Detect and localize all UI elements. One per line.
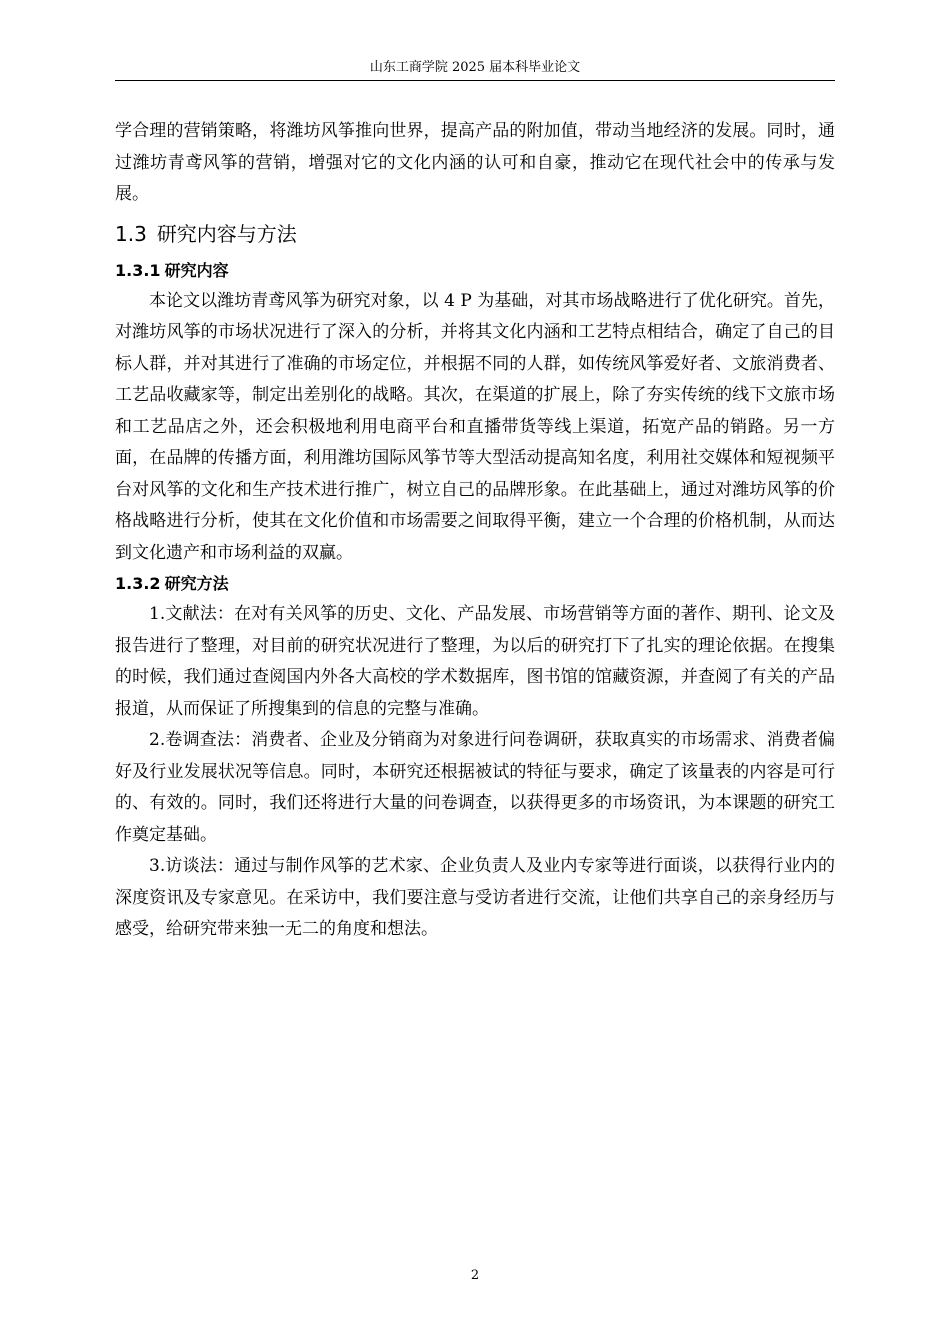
header-rule [115, 80, 835, 81]
page-content [115, 116, 835, 946]
method-paragraph-questionnaire: 2.卷调查法：消费者、企业及分销商为对象进行问卷调研，获取真实的市场需求、消费者偏好及行业发展状况等信息。同时，本研究还根据被试的特征与要求，确定了该量表的内容是可行的、有效的。同时，我们还将进行大量的问卷调查，以获得更多的市场资讯，为本课题的研究工作奠定基础。 [115, 730, 835, 845]
intro-paragraph: 学合理的营销策略，将潍坊风筝推向世界，提高产品的附加值，带动当地经济的发展。同时，通过潍坊青鸢风筝的营销，增强对它的文化内涵的认可和自豪，推动它在现代社会中的传承与发展。 [115, 121, 835, 204]
section-title: 研究内容与方法 [156, 221, 297, 246]
subsection-heading-1-3-2 [115, 569, 835, 599]
running-header: 山东工商学院 2025 届本科毕业论文 [369, 60, 581, 75]
method-paragraph-interview: 3.访谈法：通过与制作风筝的艺术家、企业负责人及业内专家等进行面谈，以获得行业内的深度资讯及专家意见。在采访中，我们要注意与受访者进行交流，让他们共享自己的亲身经历与感受，给研究带来独一无二的角度和想法。 [115, 856, 835, 939]
method-paragraph-literature: 1.文献法：在对有关风筝的历史、文化、产品发展、市场营销等方面的著作、期刊、论文及报告进行了整理，对目前的研究状况进行了整理，为以后的研究打下了扎实的理论依据。在搜集的时候，我们通过查阅国内外各大高校的学术数据库，图书馆的馆藏资源，并查阅了有关的产品报道，从而保证了所搜集到的信息的完整与准确。 [115, 604, 835, 719]
page-number: 2 [470, 1268, 480, 1283]
subsection-number: 1.3.2 [115, 574, 161, 593]
subsection-title: 研究方法 [164, 574, 229, 593]
subsection-title: 研究内容 [164, 260, 229, 280]
section-heading-1-3 [115, 218, 835, 250]
section-number: 1.3 [115, 221, 147, 246]
subsection-number: 1.3.1 [115, 260, 161, 280]
research-content-paragraph: 本论文以潍坊青鸢风筝为研究对象，以 4 P 为基础，对其市场战略进行了优化研究。首先，对潍坊风筝的市场状况进行了深入的分析，并将其文化内涵和工艺特点相结合，确定了自己的目标人群，并对其进行了准确的市场定位，并根据不同的人群，如传统风筝爱好者、文旅消费者、工艺品收藏家等，制定出差别化的战略。其次，在渠道的扩展上，除了夯实传统的线下文旅市场和工艺品店之外，还会积极地利用电商平台和直播带货等线上渠道，拓宽产品的销路。另一方面，在品牌的传播方面，利用潍坊国际风筝节等大型活动提高知名度，利用社交媒体和短视频平台对风筝的文化和生产技术进行推广，树立自己的品牌形象。在此基础上，通过对潍坊风筝的价格战略进行分析，使其在文化价值和市场需要之间取得平衡，建立一个合理的价格机制，从而达到文化遗产和市场利益的双赢。 [115, 290, 835, 563]
subsection-heading-1-3-1 [115, 256, 835, 286]
